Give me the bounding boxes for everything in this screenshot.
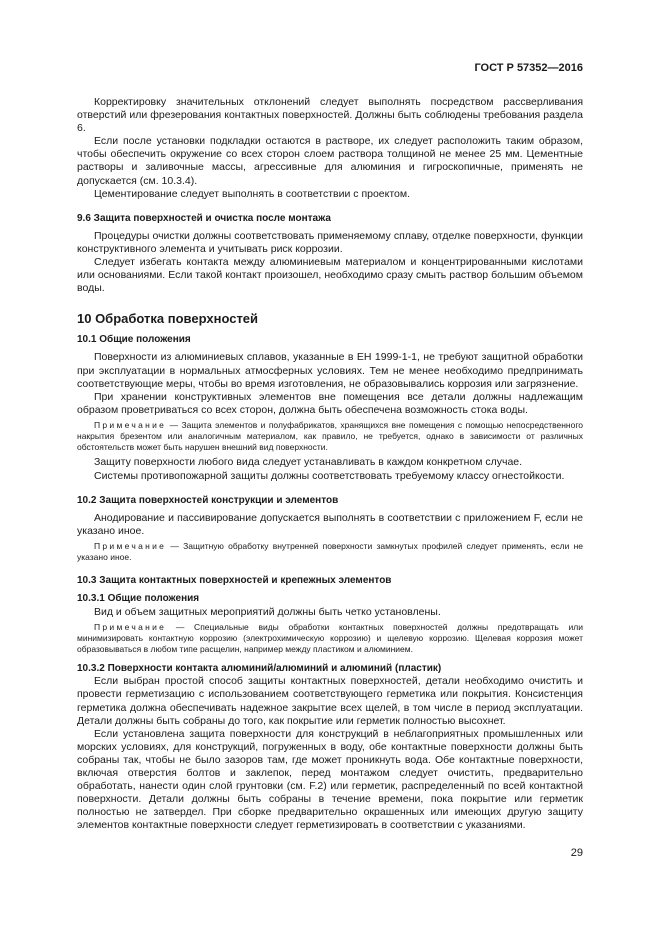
note-text: — Специальные виды обработки контактных поверхностей должны предотвращать или минимизировать контактную коррозию (электрохимическую коррозию) и щелевую коррозию. Щелевая коррозия может образовываться в любом типе расщелин, например между пластиком и алюминием. bbox=[77, 621, 583, 655]
paragraph: Цементирование следует выполнять в соответствии с проектом. bbox=[94, 187, 411, 200]
paragraph: Анодирование и пассивирование допускается выполнять в соответствии с приложением F, если не указано иное. bbox=[77, 511, 583, 537]
section-heading-10-3: 10.3 Защита контактных поверхностей и крепежных элементов bbox=[77, 575, 392, 587]
paragraph: Если установлена защита поверхности для конструкций в неблагоприятных промышленных или морских условиях, для конструкций, погруженных в воду, обе контактные поверхности должны быть собраны так, чтобы не было зазоров там, где может проникнуть вода. Обе контактные поверхности, включая отверстия болтов и заклепок, перед монтажом следует очистить, предварительно обработать, нанести один слой грунтовки (см. F.2) или герметик, распределенный по всей контактной поверхности. Детали должны быть собраны в течение времени, пока покрытие или герметик полностью не затвердел. При сборке предварительно окрашенных или имеющих другую защиту элементов контактные поверхности следует герметизировать в соответствии с указаниями. bbox=[77, 727, 583, 832]
note bbox=[77, 420, 583, 454]
section-heading-9-6: 9.6 Защита поверхностей и очистка после монтажа bbox=[77, 212, 331, 224]
section-heading-10-3-1: 10.3.1 Общие положения bbox=[77, 593, 200, 605]
paragraph: Процедуры очистки должны соответствовать применяемому сплаву, отделке поверхности, функции конструктивного элемента и учитывать риск коррозии. bbox=[77, 229, 583, 255]
note bbox=[77, 541, 583, 563]
note-label: Примечание bbox=[94, 419, 167, 430]
note-label: Примечание bbox=[94, 621, 167, 632]
note-text: — Защитную обработку внутренней поверхности замкнутых профилей следует применять, если не указано иное. bbox=[77, 540, 583, 563]
section-heading-10-3-2: 10.3.2 Поверхности контакта алюминий/алюминий и алюминий (пластик) bbox=[77, 663, 442, 675]
paragraph: Защиту поверхности любого вида следует устанавливать в каждом конкретном случае. bbox=[94, 456, 523, 469]
note-text: — Защита элементов и полуфабрикатов, хранящихся вне помещения с помощью непосредственного накрытия брезентом или аналогичным материалом, как правило, не требуется, однако в зависимости от различных обстоятельств может быть нарушен внешний вид поверхности. bbox=[77, 419, 583, 453]
section-heading-10: 10 Обработка поверхностей bbox=[77, 311, 259, 327]
paragraph: Если после установки подкладки остаются в растворе, их следует расположить таким образом, чтобы обеспечить окружение со всех сторон слоем раствора толщиной не менее 25 мм. Цементные растворы и заливочные массы, агрессивные для алюминия и гигроскопичные, применять не допускается (см. 10.3.4). bbox=[77, 135, 583, 187]
note-label: Примечание bbox=[94, 540, 167, 551]
note bbox=[77, 622, 583, 656]
paragraph: Вид и объем защитных мероприятий должны быть четко установлены. bbox=[94, 605, 441, 618]
section-heading-10-2: 10.2 Защита поверхностей конструкции и элементов bbox=[77, 494, 339, 506]
document-header: ГОСТ Р 57352—2016 bbox=[474, 62, 583, 74]
paragraph: Системы противопожарной защиты должны соответствовать требуемому классу огнестойкости. bbox=[94, 469, 565, 482]
document-body bbox=[77, 96, 583, 832]
section-heading-10-1: 10.1 Общие положения bbox=[77, 334, 191, 346]
paragraph: При хранении конструктивных элементов вне помещения все детали должны надлежащим образом проветриваться со всех сторон, должна быть обеспечена возможность стока воды. bbox=[77, 390, 583, 416]
paragraph: Если выбран простой способ защиты контактных поверхностей, детали необходимо очистить и провести герметизацию с использованием соответствующего герметика или покрытия. Консистенция герметика должна обеспечивать надежное закрытие всех щелей, в том числе в период эксплуатации. Детали должны быть собраны до того, как покрытие или герметик полностью высохнет. bbox=[77, 675, 583, 727]
page-number: 29 bbox=[570, 847, 583, 859]
paragraph: Поверхности из алюминиевых сплавов, указанные в ЕН 1999-1-1, не требуют защитной обработки при эксплуатации в нормальных атмосферных условиях. Тем не менее необходимо предпринимать соответствующие меры, чтобы во время изготовления, не образовывались коррозия или загрязнение. bbox=[77, 351, 583, 390]
paragraph: Корректировку значительных отклонений следует выполнять посредством рассверливания отверстий или фрезерования контактных поверхностей. Должны быть соблюдены требования раздела 6. bbox=[77, 96, 583, 135]
paragraph: Следует избегать контакта между алюминиевым материалом и концентрированными кислотами или основаниями. Если такой контакт произошел, необходимо сразу смыть раствор большим объемом воды. bbox=[77, 256, 583, 295]
